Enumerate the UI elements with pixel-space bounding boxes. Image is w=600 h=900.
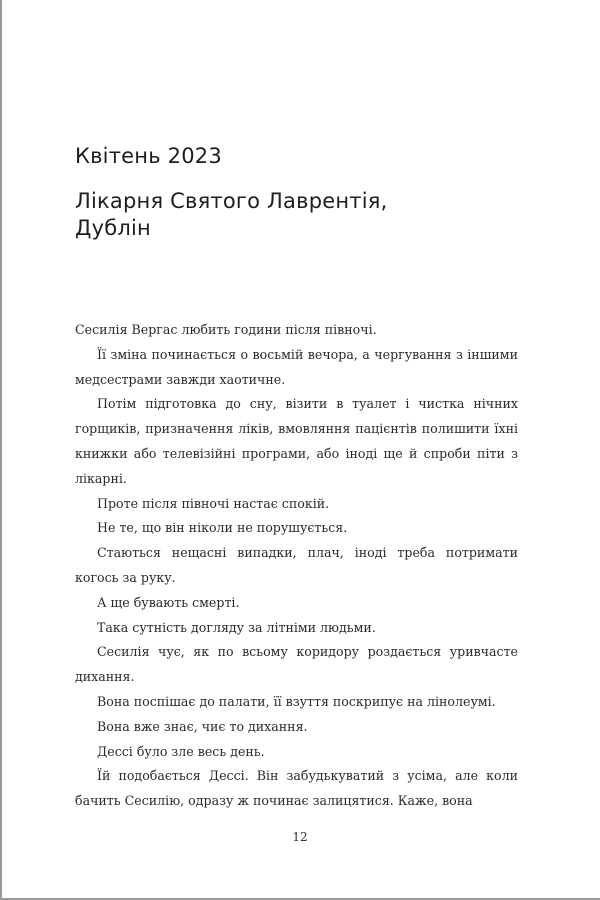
paragraph: Їй подобається Дессі. Він забудькуватий з усіма, але коли бачить Сесилію, одразу ж починає залицятися. Каже, вона [75,768,518,809]
paragraph: Проте після півночі настає спокій. [97,495,330,511]
chapter-body [75,318,518,814]
page-edge-left [0,0,2,900]
paragraph: Сесилія чує, як по всьому коридору роздається уривчасте дихання. [75,644,518,685]
paragraph: Вона вже знає, чиє то дихання. [97,718,308,734]
page-number: 12 [292,830,308,844]
chapter-location [75,188,515,242]
paragraph: Потім підготовка до сну, візити в туалет і чистка нічних горщиків, призначення ліків, вмовляння пацієнтів полишити їхні книжки або телевізійні програми, або іноді ще й спроби піти з лікарні. [75,396,518,486]
chapter-location-line2: Дублін [75,216,151,240]
chapter-heading [75,142,515,242]
chapter-date: Квітень 2023 [75,144,222,168]
paragraph: Стаються нещасні випадки, плач, іноді треба потримати когось за руку. [75,545,518,585]
paragraph: Вона поспішає до палати, її взуття поскрипує на лінолеумі. [97,693,496,709]
paragraph: Дессі було зле весь день. [97,743,265,759]
paragraph: Її зміна починається о восьмій вечора, а чергування з іншими медсестрами завжди хаотичне. [75,346,518,387]
paragraph: Така сутність догляду за літніми людьми. [97,619,376,635]
paragraph: А ще бувають смерті. [97,594,240,610]
paragraph: Сесилія Вергас любить години після півночі. [75,322,377,337]
chapter-location-line1: Лікарня Святого Лаврентія, [75,189,388,213]
paragraph: Не те, що він ніколи не порушується. [97,520,348,536]
